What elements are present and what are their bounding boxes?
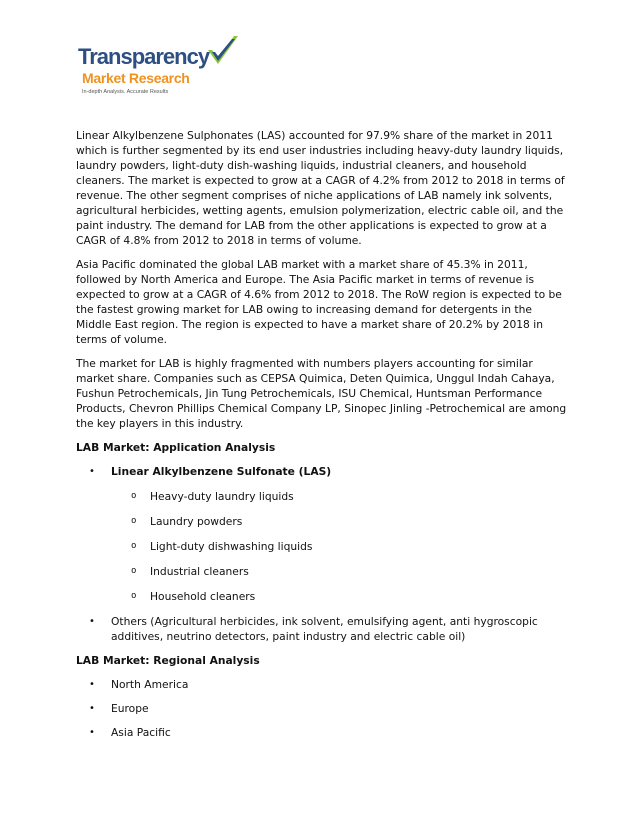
bullet-icon: •: [89, 727, 95, 738]
las-label: Linear Alkylbenzene Sulfonate (LAS): [111, 465, 332, 478]
company-logo: [78, 34, 248, 100]
logo-market-research: Market Research: [82, 70, 190, 86]
sub-item-label: Industrial cleaners: [150, 565, 249, 578]
regional-analysis-heading: LAB Market: Regional Analysis: [76, 654, 260, 667]
region-label: Europe: [111, 702, 149, 715]
checkmark-icon: [206, 34, 240, 70]
bullet-icon: •: [89, 466, 95, 477]
list-item-north-america: [76, 677, 570, 692]
list-item-others: [76, 614, 570, 644]
application-list: [76, 464, 570, 644]
region-label: North America: [111, 678, 189, 691]
paragraph-las-share: Linear Alkylbenzene Sulphonates (LAS) accounted for 97.9% share of the market in 2011 which is further segmented by its end user industries including heavy-duty laundry liquids, laundry powders, light-duty dish-washing liquids, industrial cleaners, and household cleaners. The market is expected to grow at a CAGR of 4.2% from 2012 to 2018 in terms of revenue. The other segment comprises of niche applications of LAB namely ink solvents, agricultural herbicides, wetting agents, emulsion polymerization, electric cable oil, and the paint industry. The demand for LAB from the other applications is expected to grow at a CAGR of 4.8% from 2012 to 2018 in terms of volume.: [76, 129, 565, 247]
circle-bullet-icon: o: [131, 541, 137, 551]
bullet-icon: •: [89, 616, 95, 627]
application-analysis-heading: LAB Market: Application Analysis: [76, 441, 276, 454]
region-label: Asia Pacific: [111, 726, 171, 739]
bullet-icon: •: [89, 703, 95, 714]
circle-bullet-icon: o: [131, 491, 137, 501]
list-item-asia-pacific: [76, 725, 570, 740]
sub-item-label: Household cleaners: [150, 590, 256, 603]
sub-item-industrial: [111, 564, 570, 579]
sub-item-household: [111, 589, 570, 604]
paragraph-market-players: The market for LAB is highly fragmented with numbers players accounting for similar market share. Companies such as CEPSA Quimica, Deten Quimica, Unggul Indah Cahaya, Fushun Petrochemicals, Jin Tung Petrochemicals, ISU Chemical, Huntsman Performance Products, Chevron Phillips Chemical Company LP, Sinopec Jinling -Petrochemical are among the key players in this industry.: [76, 357, 567, 430]
bullet-icon: •: [89, 679, 95, 690]
logo-word-main: Transparency: [78, 44, 210, 69]
sub-item-light-duty: [111, 539, 570, 554]
others-label: Others (Agricultural herbicides, ink solvent, emulsifying agent, anti hygroscopic additives, neutrino detectors, paint industry and electric cable oil): [111, 615, 538, 643]
regional-list: [76, 677, 570, 740]
sub-item-laundry-powders: [111, 514, 570, 529]
sub-item-label: Laundry powders: [150, 515, 243, 528]
sub-item-label: Heavy-duty laundry liquids: [150, 490, 294, 503]
list-item-las: [76, 464, 570, 604]
logo-wordmark: [78, 44, 209, 70]
circle-bullet-icon: o: [131, 591, 137, 601]
circle-bullet-icon: o: [131, 516, 137, 526]
list-item-europe: [76, 701, 570, 716]
logo-tagline: In-depth Analysis. Accurate Results: [82, 89, 169, 95]
circle-bullet-icon: o: [131, 566, 137, 576]
paragraph-asia-pacific: Asia Pacific dominated the global LAB market with a market share of 45.3% in 2011, followed by North America and Europe. The Asia Pacific market in terms of revenue is expected to grow at a CAGR of 4.6% from 2012 to 2018. The RoW region is expected to be the fastest growing market for LAB owing to increasing demand for detergents in the Middle East region. The region is expected to have a market share of 20.2% by 2018 in terms of volume.: [76, 258, 562, 346]
sub-item-heavy-duty: [111, 489, 570, 504]
las-sublist: [111, 489, 570, 604]
sub-item-label: Light-duty dishwashing liquids: [150, 540, 313, 553]
document-body: [76, 128, 570, 749]
